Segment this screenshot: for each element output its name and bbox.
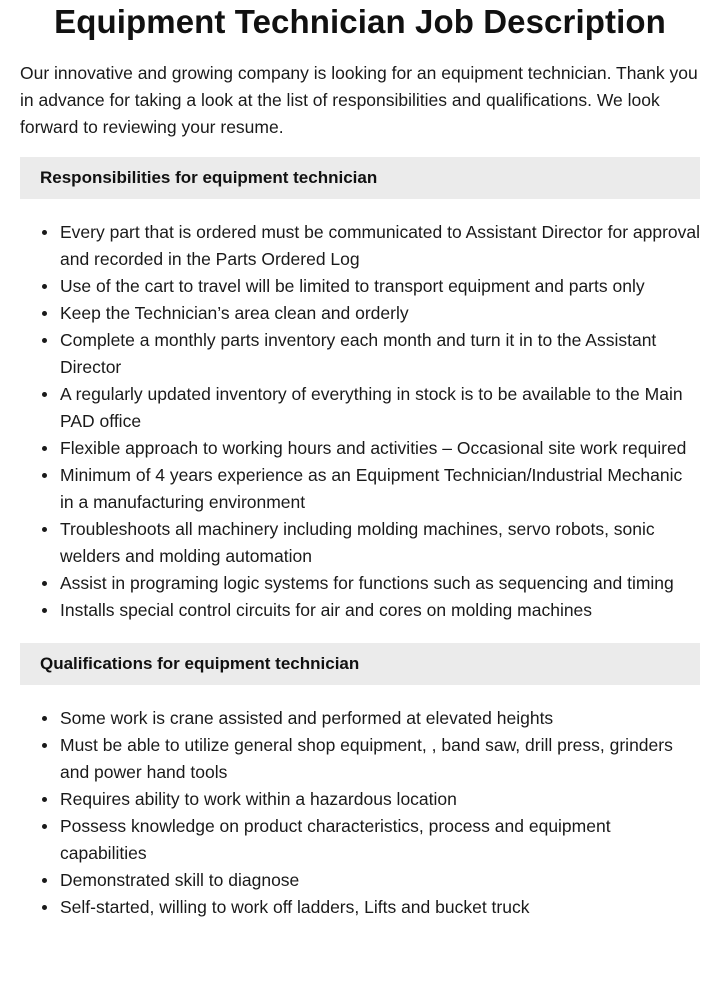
qualifications-list bbox=[20, 705, 700, 921]
list-item: Keep the Technician’s area clean and orderly bbox=[60, 300, 700, 327]
responsibilities-list bbox=[20, 219, 700, 624]
list-item: Demonstrated skill to diagnose bbox=[60, 867, 700, 894]
qualifications-header: Qualifications for equipment technician bbox=[20, 643, 700, 685]
list-item: Possess knowledge on product characteristics, process and equipment capabilities bbox=[60, 813, 700, 867]
list-item: A regularly updated inventory of everything in stock is to be available to the Main PAD office bbox=[60, 381, 700, 435]
list-item: Use of the cart to travel will be limited to transport equipment and parts only bbox=[60, 273, 700, 300]
list-item: Every part that is ordered must be communicated to Assistant Director for approval and recorded in the Parts Ordered Log bbox=[60, 219, 700, 273]
list-item: Complete a monthly parts inventory each month and turn it in to the Assistant Director bbox=[60, 327, 700, 381]
list-item: Must be able to utilize general shop equipment, , band saw, drill press, grinders and power hand tools bbox=[60, 732, 700, 786]
list-item: Minimum of 4 years experience as an Equipment Technician/Industrial Mechanic in a manufacturing environment bbox=[60, 462, 700, 516]
list-item: Flexible approach to working hours and activities – Occasional site work required bbox=[60, 435, 700, 462]
list-item: Troubleshoots all machinery including molding machines, servo robots, sonic welders and molding automation bbox=[60, 516, 700, 570]
list-item: Self-started, willing to work off ladders, Lifts and bucket truck bbox=[60, 894, 700, 921]
responsibilities-header: Responsibilities for equipment technician bbox=[20, 157, 700, 199]
list-item: Some work is crane assisted and performed at elevated heights bbox=[60, 705, 700, 732]
list-item: Assist in programing logic systems for functions such as sequencing and timing bbox=[60, 570, 700, 597]
page-title: Equipment Technician Job Description bbox=[54, 3, 666, 40]
list-item: Requires ability to work within a hazardous location bbox=[60, 786, 700, 813]
list-item: Installs special control circuits for air and cores on molding machines bbox=[60, 597, 700, 624]
intro-paragraph: Our innovative and growing company is looking for an equipment technician. Thank you in advance for taking a look at the list of responsibilities and qualifications. We look forward to reviewing your resume. bbox=[20, 63, 698, 137]
